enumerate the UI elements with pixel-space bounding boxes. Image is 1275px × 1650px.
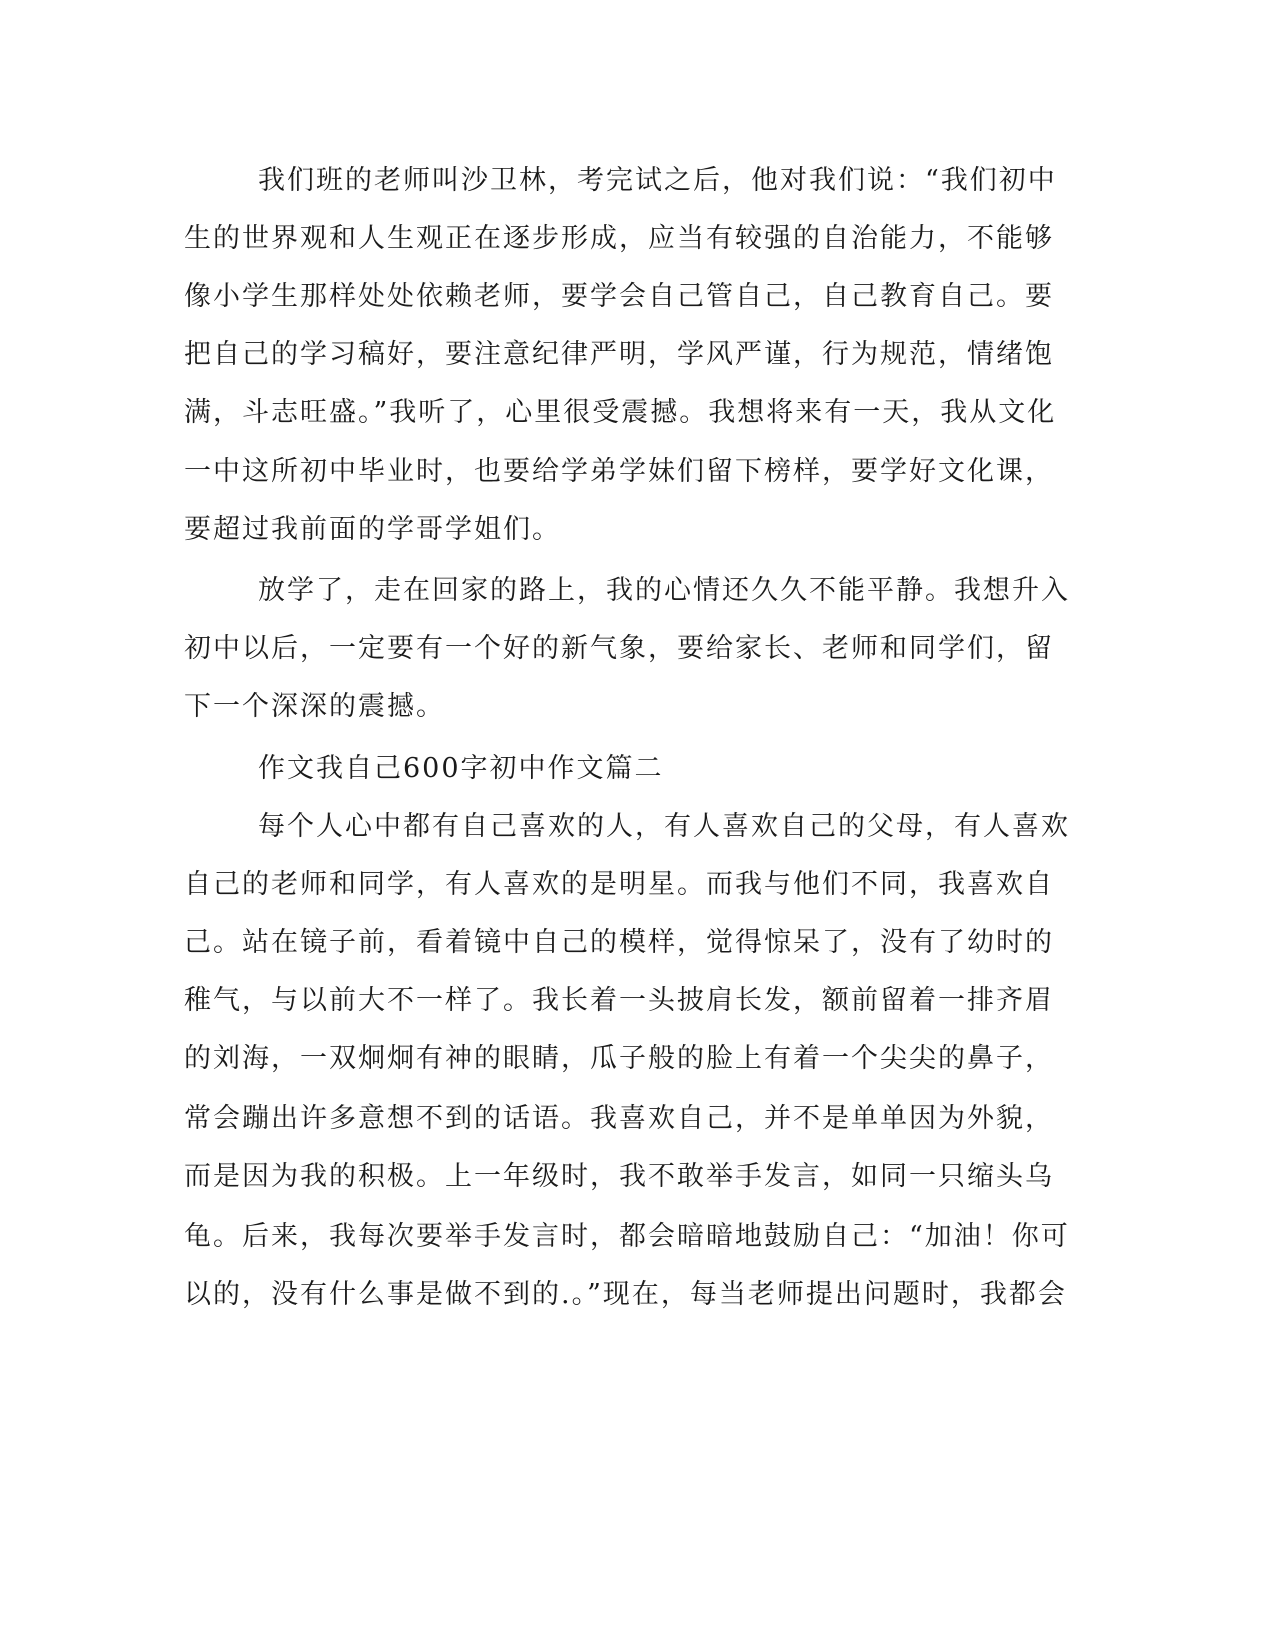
paragraph-3-line-6: 常会蹦出许多意想不到的话语。我喜欢自己，并不是单单因为外貌， — [184, 1103, 1054, 1134]
paragraph-2-line-3: 下一个深深的震撼。 — [184, 691, 445, 722]
paragraph-3-line-1: 每个人心中都有自己喜欢的人，有人喜欢自己的父母，有人喜欢 — [258, 811, 1070, 842]
paragraph-1-line-7: 要超过我前面的学哥学姐们。 — [184, 514, 561, 545]
paragraph-3-line-4: 稚气，与以前大不一样了。我长着一头披肩长发，额前留着一排齐眉 — [184, 985, 1054, 1016]
paragraph-2-line-2: 初中以后，一定要有一个好的新气象，要给家长、老师和同学们，留 — [184, 633, 1054, 664]
paragraph-1-line-4: 把自己的学习稿好，要注意纪律严明，学风严谨，行为规范，情绪饱 — [184, 339, 1054, 370]
paragraph-1-line-3: 像小学生那样处处依赖老师，要学会自己管自己，自己教育自己。要 — [184, 281, 1054, 312]
paragraph-3-line-7: 而是因为我的积极。上一年级时，我不敢举手发言，如同一只缩头乌 — [184, 1161, 1054, 1192]
paragraph-3-line-9: 以的，没有什么事是做不到的.。”现在，每当老师提出问题时，我都会 — [184, 1279, 1067, 1310]
paragraph-3-line-2: 自己的老师和同学，有人喜欢的是明星。而我与他们不同，我喜欢自 — [184, 869, 1054, 900]
paragraph-1-line-1: 我们班的老师叫沙卫林，考完试之后，他对我们说：“我们初中 — [258, 165, 1057, 196]
paragraph-3-line-8: 龟。后来，我每次要举手发言时，都会暗暗地鼓励自己：“加油！你可 — [184, 1221, 1070, 1252]
paragraph-1-line-6: 一中这所初中毕业时，也要给学弟学妹们留下榜样，要学好文化课， — [184, 456, 1054, 487]
paragraph-1-line-2: 生的世界观和人生观正在逐步形成，应当有较强的自治能力，不能够 — [184, 223, 1054, 254]
paragraph-3-line-3: 己。站在镜子前，看着镜中自己的模样，觉得惊呆了，没有了幼时的 — [184, 927, 1054, 958]
paragraph-2-line-1: 放学了，走在回家的路上，我的心情还久久不能平静。我想升入 — [258, 575, 1070, 606]
section-heading: 作文我自己600字初中作文篇二 — [258, 753, 664, 784]
paragraph-3-line-5: 的刘海，一双炯炯有神的眼睛，瓜子般的脸上有着一个尖尖的鼻子， — [184, 1043, 1054, 1074]
paragraph-1-line-5: 满，斗志旺盛。”我听了，心里很受震撼。我想将来有一天，我从文化 — [184, 397, 1057, 428]
